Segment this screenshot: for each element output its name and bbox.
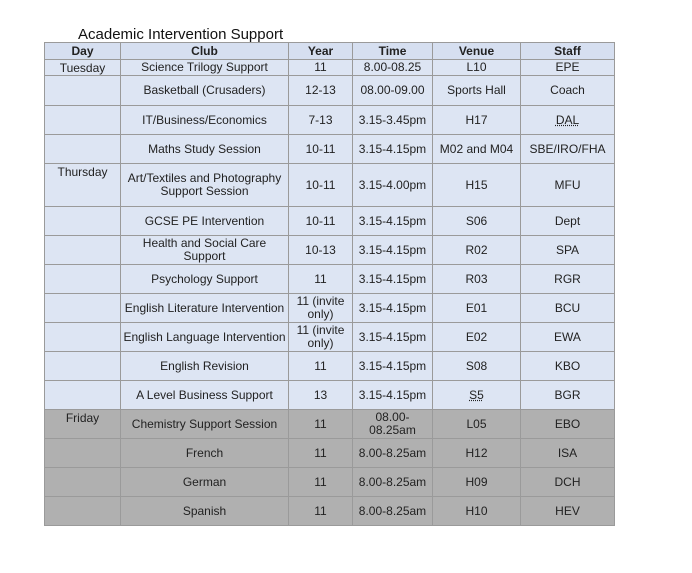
cell-staff: MFU — [521, 164, 615, 207]
cell-staff: RGR — [521, 265, 615, 294]
cell-day — [45, 381, 121, 410]
header-year: Year — [289, 43, 353, 60]
cell-venue: R02 — [433, 236, 521, 265]
cell-staff: EPE — [521, 60, 615, 76]
table-row — [45, 468, 615, 497]
table-row — [45, 236, 615, 265]
cell-club: IT/Business/Economics — [121, 106, 289, 135]
cell-venue: Sports Hall — [433, 76, 521, 106]
cell-club: Chemistry Support Session — [121, 410, 289, 439]
cell-club: A Level Business Support — [121, 381, 289, 410]
cell-venue: H10 — [433, 497, 521, 526]
cell-staff: EWA — [521, 323, 615, 352]
cell-year: 11 (invite only) — [289, 294, 353, 323]
cell-year: 11 — [289, 60, 353, 76]
table-row — [45, 60, 615, 76]
cell-year: 10-11 — [289, 207, 353, 236]
cell-time: 3.15-4.15pm — [353, 323, 433, 352]
table-row — [45, 294, 615, 323]
intervention-table — [44, 42, 615, 526]
cell-year: 10-11 — [289, 135, 353, 164]
cell-staff: KBO — [521, 352, 615, 381]
cell-club: Psychology Support — [121, 265, 289, 294]
cell-day — [45, 76, 121, 106]
cell-club: Spanish — [121, 497, 289, 526]
cell-day — [45, 207, 121, 236]
cell-time: 08.00-08.25am — [353, 410, 433, 439]
header-row — [45, 43, 615, 60]
cell-staff: DAL — [521, 106, 615, 135]
cell-day — [45, 106, 121, 135]
cell-club: Health and Social Care Support — [121, 236, 289, 265]
cell-venue: H15 — [433, 164, 521, 207]
cell-club: GCSE PE Intervention — [121, 207, 289, 236]
cell-day — [45, 265, 121, 294]
cell-staff: EBO — [521, 410, 615, 439]
cell-staff: SPA — [521, 236, 615, 265]
cell-staff: Coach — [521, 76, 615, 106]
header-time: Time — [353, 43, 433, 60]
table-row — [45, 164, 615, 207]
cell-club: French — [121, 439, 289, 468]
cell-staff: SBE/IRO/FHA — [521, 135, 615, 164]
cell-venue: S06 — [433, 207, 521, 236]
table-row — [45, 323, 615, 352]
cell-time: 3.15-3.45pm — [353, 106, 433, 135]
cell-staff: BCU — [521, 294, 615, 323]
cell-staff: ISA — [521, 439, 615, 468]
table-row — [45, 410, 615, 439]
table-row — [45, 352, 615, 381]
cell-time: 3.15-4.15pm — [353, 236, 433, 265]
cell-time: 3.15-4.15pm — [353, 294, 433, 323]
cell-time: 3.15-4.00pm — [353, 164, 433, 207]
cell-venue: S08 — [433, 352, 521, 381]
cell-day: Friday — [45, 410, 121, 439]
cell-venue: R03 — [433, 265, 521, 294]
cell-year: 11 — [289, 352, 353, 381]
cell-club: Maths Study Session — [121, 135, 289, 164]
cell-day — [45, 135, 121, 164]
cell-staff: BGR — [521, 381, 615, 410]
cell-year: 12-13 — [289, 76, 353, 106]
cell-day — [45, 236, 121, 265]
header-day: Day — [45, 43, 121, 60]
cell-year: 10-13 — [289, 236, 353, 265]
cell-time: 3.15-4.15pm — [353, 207, 433, 236]
cell-day: Tuesday — [45, 60, 121, 76]
cell-day — [45, 497, 121, 526]
cell-staff: DCH — [521, 468, 615, 497]
cell-year: 7-13 — [289, 106, 353, 135]
cell-venue: L05 — [433, 410, 521, 439]
header-venue: Venue — [433, 43, 521, 60]
cell-year: 11 — [289, 468, 353, 497]
table-row — [45, 439, 615, 468]
cell-day — [45, 352, 121, 381]
cell-time: 08.00-09.00 — [353, 76, 433, 106]
cell-year: 11 — [289, 439, 353, 468]
cell-club: Basketball (Crusaders) — [121, 76, 289, 106]
cell-day — [45, 468, 121, 497]
cell-venue: E01 — [433, 294, 521, 323]
cell-club: German — [121, 468, 289, 497]
cell-year: 10-11 — [289, 164, 353, 207]
cell-year: 11 — [289, 265, 353, 294]
cell-time: 8.00-08.25 — [353, 60, 433, 76]
header-club: Club — [121, 43, 289, 60]
cell-time: 8.00-8.25am — [353, 468, 433, 497]
cell-club: English Language Intervention — [121, 323, 289, 352]
cell-day — [45, 323, 121, 352]
cell-staff: Dept — [521, 207, 615, 236]
cell-venue: H09 — [433, 468, 521, 497]
table-row — [45, 497, 615, 526]
table-row — [45, 265, 615, 294]
cell-year: 13 — [289, 381, 353, 410]
cell-venue: H17 — [433, 106, 521, 135]
cell-day — [45, 439, 121, 468]
cell-club: Science Trilogy Support — [121, 60, 289, 76]
cell-time: 3.15-4.15pm — [353, 381, 433, 410]
cell-venue: S5 — [433, 381, 521, 410]
cell-venue: L10 — [433, 60, 521, 76]
cell-time: 3.15-4.15pm — [353, 135, 433, 164]
cell-day: Thursday — [45, 164, 121, 207]
cell-club: Art/Textiles and Photography Support Session — [121, 164, 289, 207]
cell-day — [45, 294, 121, 323]
cell-year: 11 — [289, 410, 353, 439]
table-row — [45, 106, 615, 135]
cell-year: 11 — [289, 497, 353, 526]
cell-venue: E02 — [433, 323, 521, 352]
page-title: Academic Intervention Support — [78, 26, 284, 43]
cell-club: English Literature Intervention — [121, 294, 289, 323]
cell-time: 3.15-4.15pm — [353, 352, 433, 381]
header-staff: Staff — [521, 43, 615, 60]
cell-time: 8.00-8.25am — [353, 497, 433, 526]
cell-time: 8.00-8.25am — [353, 439, 433, 468]
table-row — [45, 76, 615, 106]
cell-time: 3.15-4.15pm — [353, 265, 433, 294]
table-row — [45, 207, 615, 236]
table-row — [45, 381, 615, 410]
cell-venue: M02 and M04 — [433, 135, 521, 164]
table-row — [45, 135, 615, 164]
cell-year: 11 (invite only) — [289, 323, 353, 352]
cell-club: English Revision — [121, 352, 289, 381]
cell-staff: HEV — [521, 497, 615, 526]
cell-venue: H12 — [433, 439, 521, 468]
